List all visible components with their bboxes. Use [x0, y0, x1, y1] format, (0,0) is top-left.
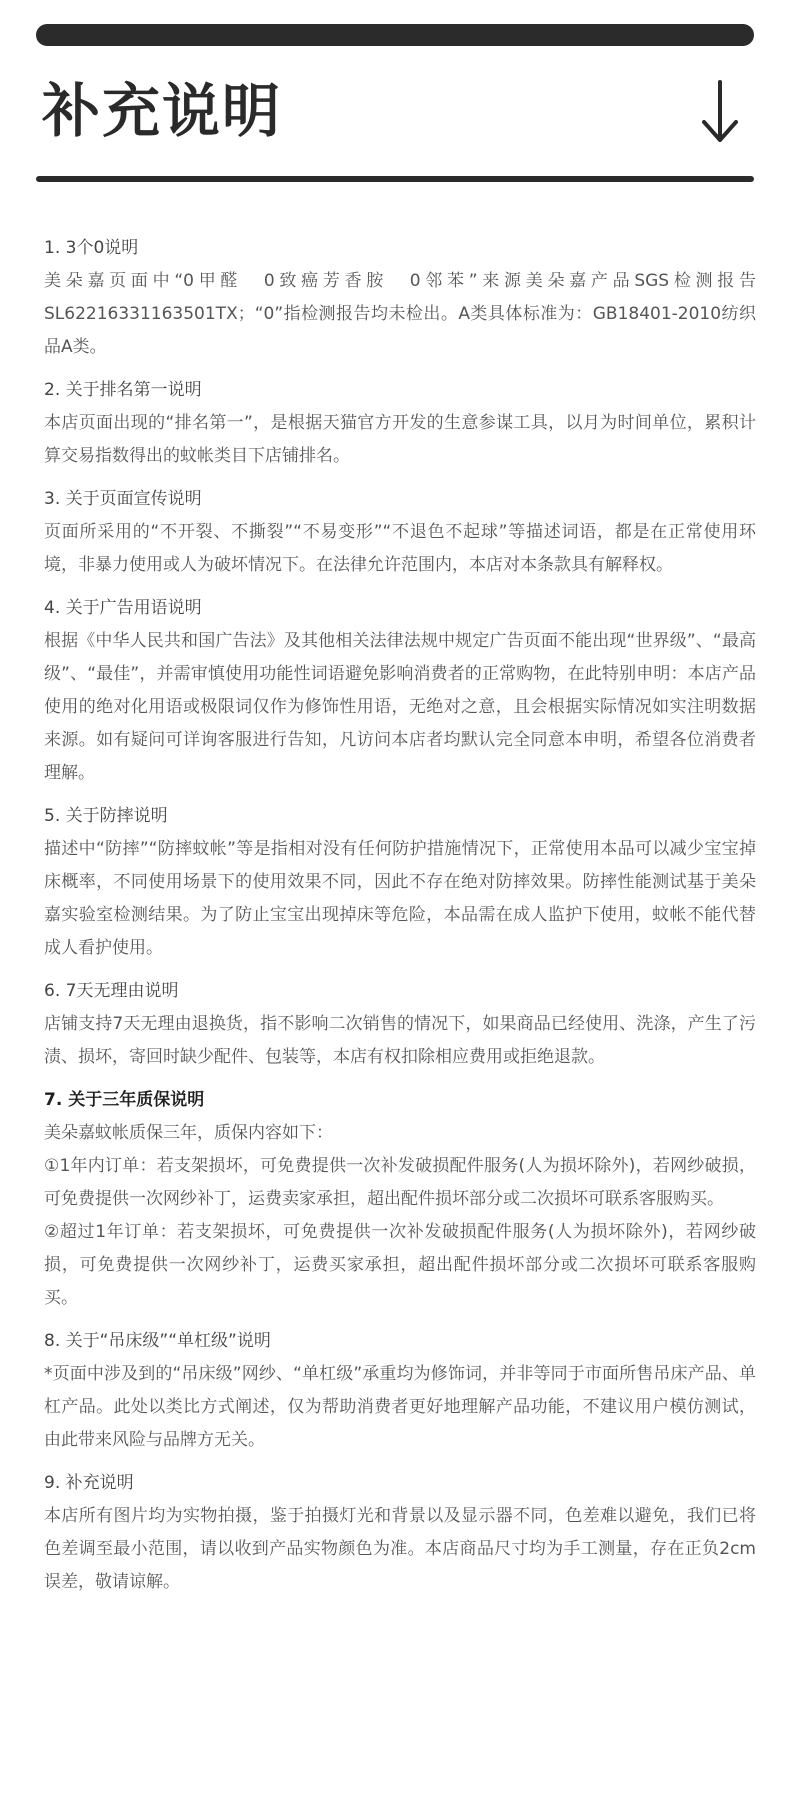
section-paragraph: 根据《中华人民共和国广告法》及其他相关法律法规中规定广告页面不能出现“世界级”、“最高级”、“最佳”，并需审慎使用功能性词语避免影响消费者的正常购物，在此特别申明：本店产品使用的绝对化用语或极限词仅作为修饰性用语，无绝对之意，且会根据实际情况如实注明数据来源。如有疑问可详询客服进行告知，凡访问本店者均默认完全同意本申明，希望各位消费者理解。: [44, 631, 756, 783]
section-paragraph: ①1年内订单：若支架损坏，可免费提供一次补发破损配件服务(人为损坏除外)，若网纱破损，可免费提供一次网纱补丁，运费卖家承担，超出配件损坏部分或二次损坏可联系客服购买。: [44, 1156, 756, 1209]
section-fall-protection: [44, 800, 756, 965]
section-heading: 5. 关于防摔说明: [44, 806, 168, 826]
section-advertising-terms: [44, 592, 756, 790]
section-heading: 4. 关于广告用语说明: [44, 598, 202, 618]
top-bar: [36, 24, 754, 46]
arrow-down-icon: [700, 78, 740, 148]
section-3-zero: [44, 232, 756, 364]
section-heading: 2. 关于排名第一说明: [44, 380, 202, 400]
notes-list: [44, 232, 756, 1609]
section-7-day-return: [44, 975, 756, 1074]
header: [42, 70, 754, 160]
section-warranty: [44, 1084, 756, 1315]
section-paragraph: 描述中“防摔”“防摔蚊帐”等是指相对没有任何防护措施情况下，正常使用本品可以减少宝宝掉床概率，不同使用场景下的使用效果不同，因此不存在绝对防摔效果。防摔性能测试基于美朵嘉实验室检测结果。为了防止宝宝出现掉床等危险，本品需在成人监护下使用，蚊帐不能代替成人看护使用。: [44, 839, 756, 958]
section-paragraph: 美朵嘉页面中“0甲醛 0致癌芳香胺 0邻苯”来源美朵嘉产品SGS检测报告SL62216331163501TX；“0”指检测报告均未检出。A类具体标准为：GB18401-2010纺织品A类。: [44, 271, 756, 357]
section-ranking: [44, 374, 756, 473]
section-promotion: [44, 483, 756, 582]
section-paragraph: 美朵嘉蚊帐质保三年，质保内容如下：: [44, 1123, 333, 1143]
section-hammock-grade: [44, 1325, 756, 1457]
section-heading: 1. 3个0说明: [44, 238, 139, 258]
section-paragraph: *页面中涉及到的“吊床级”网纱、“单杠级”承重均为修饰词，并非等同于市面所售吊床产品、单杠产品。此处以类比方式阐述，仅为帮助消费者更好地理解产品功能，不建议用户模仿测试，由此带来风险与品牌方无关。: [44, 1364, 756, 1450]
header-divider: [36, 176, 754, 182]
section-heading: 9. 补充说明: [44, 1473, 134, 1493]
section-paragraph: ②超过1年订单：若支架损坏，可免费提供一次补发破损配件服务(人为损坏除外)，若网纱破损，可免费提供一次网纱补丁，运费买家承担，超出配件损坏部分或二次损坏可联系客服购买。: [44, 1222, 756, 1308]
page-title: 补充说明: [42, 77, 283, 145]
section-heading: 7. 关于三年质保说明: [44, 1090, 205, 1110]
section-paragraph: 页面所采用的“不开裂、不撕裂”“不易变形”“不退色不起球”等描述词语，都是在正常使用环境，非暴力使用或人为破坏情况下。在法律允许范围内，本店对本条款具有解释权。: [44, 522, 756, 575]
section-paragraph: 本店页面出现的“排名第一”，是根据天猫官方开发的生意参谋工具，以月为时间单位，累积计算交易指数得出的蚊帐类目下店铺排名。: [44, 413, 756, 466]
section-supplementary: [44, 1467, 756, 1599]
section-heading: 3. 关于页面宣传说明: [44, 489, 202, 509]
section-paragraph: 本店所有图片均为实物拍摄，鉴于拍摄灯光和背景以及显示器不同，色差难以避免，我们已将色差调至最小范围，请以收到产品实物颜色为准。本店商品尺寸均为手工测量，存在正负2cm误差，敬请谅解。: [44, 1506, 756, 1592]
section-heading: 6. 7天无理由说明: [44, 981, 179, 1001]
section-heading: 8. 关于“吊床级”“单杠级”说明: [44, 1331, 271, 1351]
section-paragraph: 店铺支持7天无理由退换货，指不影响二次销售的情况下，如果商品已经使用、洗涤，产生了污渍、损坏，寄回时缺少配件、包装等，本店有权扣除相应费用或拒绝退款。: [44, 1014, 756, 1067]
